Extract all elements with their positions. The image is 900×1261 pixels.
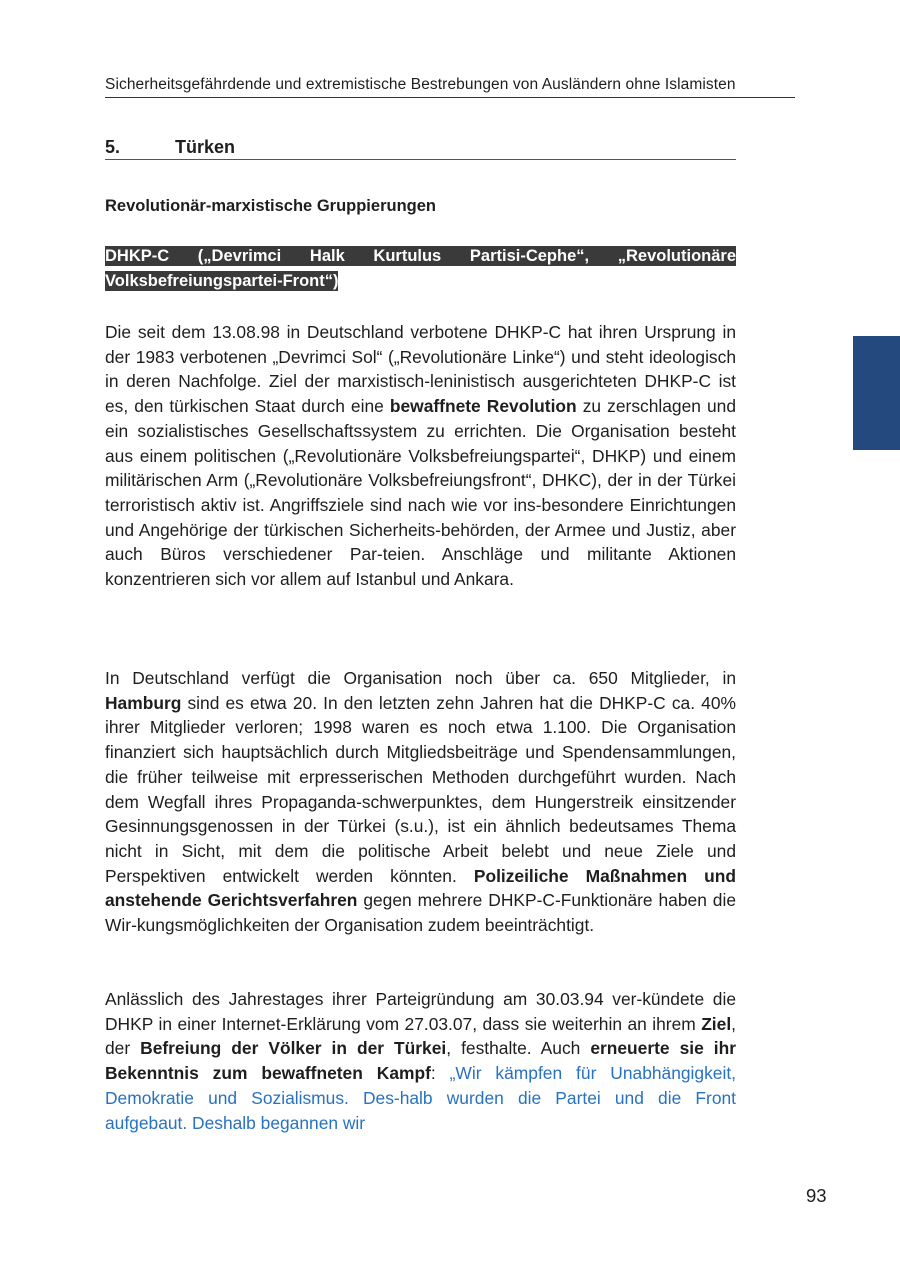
paragraph-3-bold-3: erneuerte sie ihr Bekenntnis zum bewaffneten Kampf: [105, 1038, 736, 1084]
paragraph-2-bold-2: Polizeiliche Maßnahmen und anstehende Gerichtsverfahren: [105, 865, 736, 911]
paragraph-3-text-d: :: [430, 1063, 450, 1084]
paragraph-2-text-c: gegen mehrere DHKP-C-Funktionäre haben die Wir-kungsmöglichkeiten der Organisation zudem beeinträchtigt.: [105, 890, 736, 936]
paragraph-2-text-a: In Deutschland verfügt die Organisation noch über ca. 650 Mitglieder, in: [105, 668, 736, 688]
paragraph-3-text-c: , festhalte. Auch: [446, 1038, 591, 1059]
organization-heading: [105, 244, 736, 293]
paragraph-1-text-a: Die seit dem 13.08.98 in Deutschland verbotene DHKP-C hat ihren Ursprung in der 1983 verbotenen „Devrimci Sol“ („Revolutionäre Linke“) und steht ideologisch in deren Nachfolge. Ziel der marxistisch-leninistisch ausgerichteten DHKP-C ist es, den türkischen Staat durch eine: [105, 322, 736, 417]
chapter-heading: [105, 137, 736, 160]
paragraph-2-text-b: sind es etwa 20. In den letzten zehn Jahren hat die DHKP-C ca. 40% ihrer Mitglieder verloren; 1998 waren es noch etwa 1.100. Die Organisation finanziert sich hauptsächlich durch Mitgliedsbeiträge und Spendensammlungen, die früher teilweise mit erpresserischen Methoden durchgeführt wurden. Nach dem Wegfall ihres Propaganda-schwerpunktes, dem Hungerstreik einsitzender Gesinnungsgenossen in der Türkei (s.u.), ist ein ähnlich bedeutsames Thema nicht in Sicht, mit dem die politische Arbeit belebt und neue Ziele und Perspektiven entwickelt werden könnten.: [105, 692, 736, 886]
chapter-number: 5.: [105, 137, 121, 157]
paragraph-2: [105, 666, 736, 938]
organization-heading-text: DHKP-C („Devrimci Halk Kurtulus Partisi-Cephe“, „Revolutionäre Volksbefreiungspartei-Front“): [105, 247, 736, 290]
paragraph-3-text-b: , der: [105, 1013, 736, 1059]
paragraph-3: [105, 987, 736, 1135]
paragraph-2-bold-1: Hamburg: [105, 692, 182, 713]
paragraph-1-text-b: zu zerschlagen und ein sozialistisches Gesellschaftssystem zu errichten. Die Organisation besteht aus einem politischen („Revolutionäre Volksbefreiungspartei“, DHKP) und einem militärischen Arm („Revolutionäre Volksbefreiungsfront“, DHKC), der in der Türkei terroristisch aktiv ist. Angriffsziele sind nach wie vor ins-besondere Einrichtungen und Angehörige der türkischen Sicherheits-behörden, der Armee und Justiz, aber auch Büros verschiedener Par-teien. Anschläge und militante Aktionen konzentrieren sich vor allem auf Istanbul und Ankara.: [105, 396, 737, 590]
paragraph-3-text-a: Anlässlich des Jahrestages ihrer Parteigründung am 30.03.94 ver-kündete die DHKP in einer Internet-Erklärung vom 27.03.07, dass sie weiterhin an ihrem: [105, 989, 736, 1034]
page-number: 93: [806, 1185, 827, 1206]
chapter-title: Türken: [175, 137, 236, 157]
running-header: Sicherheitsgefährdende und extremistische Bestrebungen von Ausländern ohne Islamisten: [105, 76, 795, 98]
paragraph-3-bold-1: Ziel: [701, 1013, 732, 1034]
chapter-side-tab: [853, 336, 900, 450]
paragraph-1: [105, 320, 736, 592]
paragraph-3-quote: „Wir kämpfen für Unabhängigkeit, Demokratie und Sozialismus. Des-halb wurden die Partei und die Front aufgebaut. Deshalb begannen wir: [105, 1063, 736, 1133]
paragraph-1-bold-1: bewaffnete Revolution: [389, 396, 577, 417]
section-heading: Revolutionär-marxistische Gruppierungen: [105, 197, 436, 215]
paragraph-3-bold-2: Befreiung der Völker in der Türkei: [140, 1038, 447, 1059]
